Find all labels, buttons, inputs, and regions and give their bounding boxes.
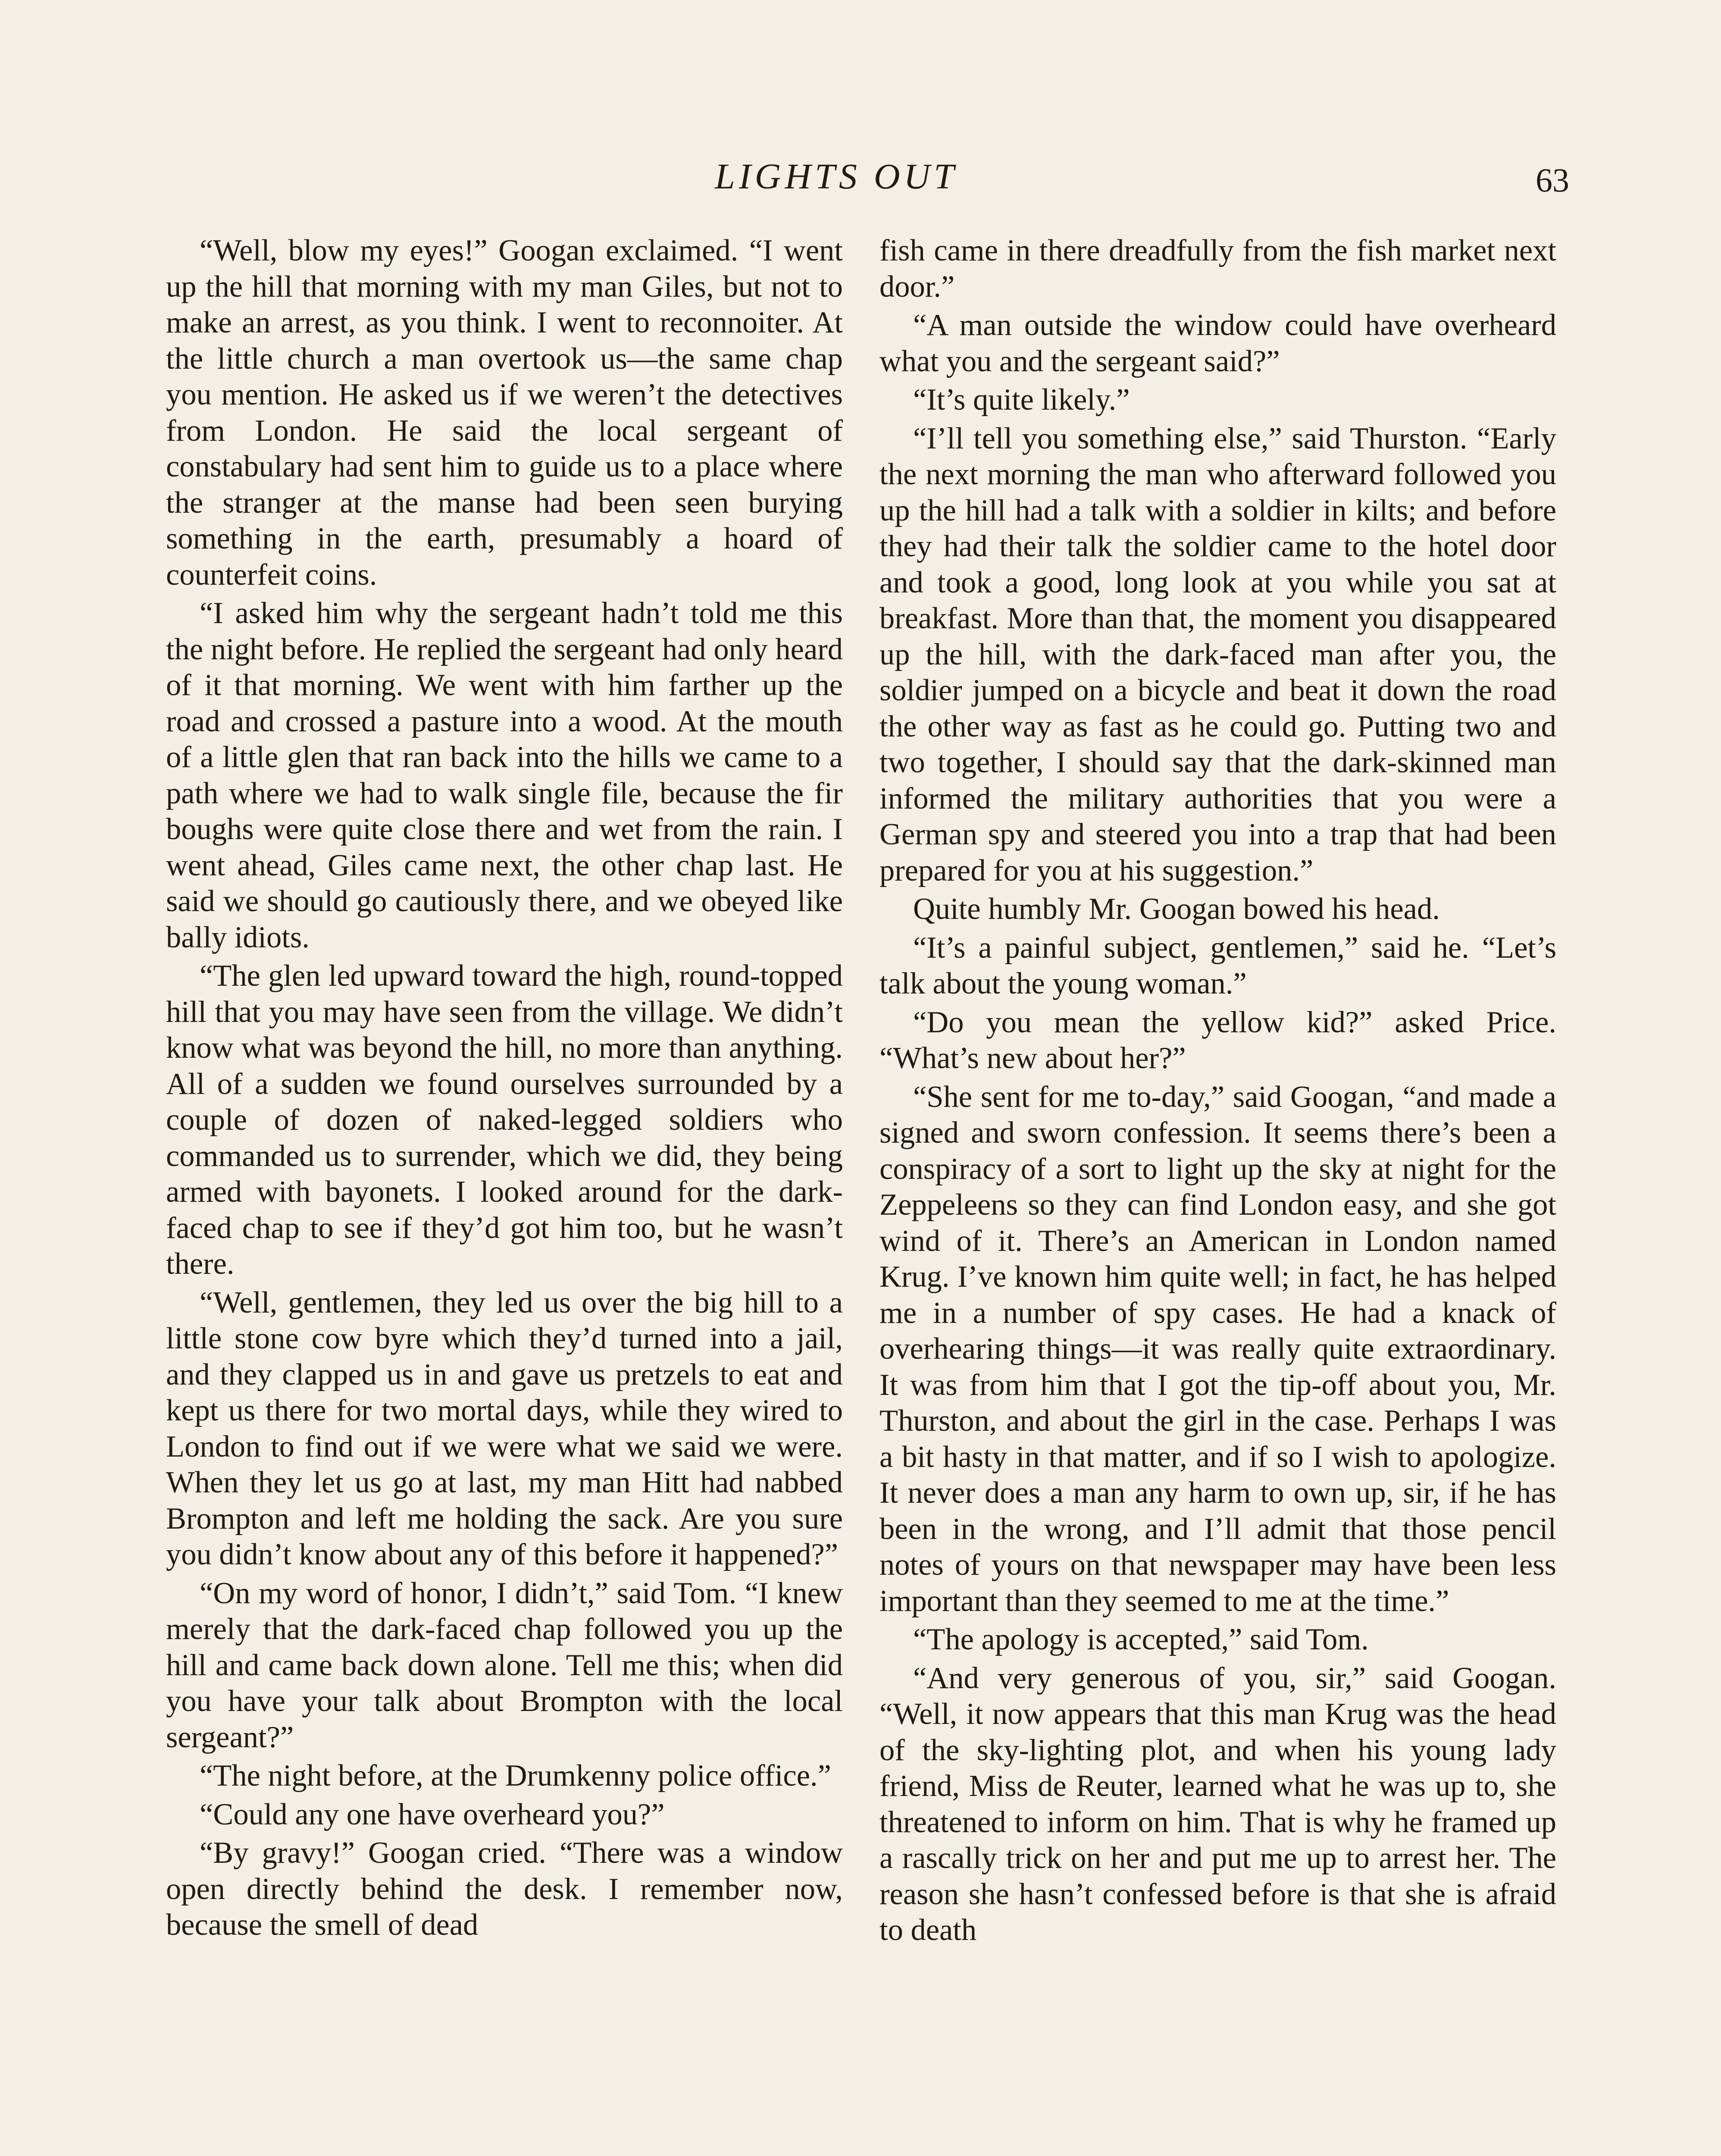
paragraph: “Do you mean the yellow kid?” asked Price. “What’s new about her?” <box>879 1005 1556 1075</box>
paragraph: “The night before, at the Drumkenny police office.” <box>200 1759 831 1792</box>
paragraph: “On my word of honor, I didn’t,” said Tom. “I knew merely that the dark-faced chap followed you up the hill and came back down alone. Tell me this; when did you have your talk about Brompton with the local sergeant?” <box>166 1576 843 1754</box>
paragraph: “She sent for me to-day,” said Googan, “and made a signed and sworn confession. It seems there’s been a conspiracy of a sort to light up the sky at night for the Zeppeleens so they can find London easy, and she got wind of it. There’s an American in London named Krug. I’ve known him quite well; in fact, he has helped me in a number of spy cases. He had a knack of overhearing things—it was really quite extraordinary. It was from him that I got the tip-off about you, Mr. Thurston, and about the girl in the case. Perhaps I was a bit hasty in that matter, and if so I wish to apologize. It never does a man any harm to own up, sir, if he has been in the wrong, and I’ll admit that those pencil notes of yours on that newspaper may have been less important than they seemed to me at the time.” <box>879 1080 1556 1618</box>
paragraph-continued: fish came in there dreadfully from the fish market next door.” <box>879 234 1556 304</box>
page-number: 63 <box>1536 161 1569 199</box>
paragraph: “It’s a painful subject, gentlemen,” said he. “Let’s talk about the young woman.” <box>879 931 1556 1000</box>
paragraph: “Well, blow my eyes!” Googan exclaimed. “I went up the hill that morning with my man Giles, but not to make an arrest, as you think. I went to reconnoiter. At the little church a man overtook us—the same chap you mention. He asked us if we weren’t the detectives from London. He said the local sergeant of constabulary had sent him to guide us to a place where the stranger at the manse had been seen burying something in the earth, presumably a hoard of counterfeit coins. <box>166 234 843 592</box>
paragraph: “A man outside the window could have overheard what you and the sergeant said?” <box>879 308 1556 378</box>
paragraph: “Could any one have overheard you?” <box>200 1797 665 1831</box>
paragraph: “It’s quite likely.” <box>913 383 1130 417</box>
right-column <box>879 233 1556 1951</box>
paragraph: “I asked him why the sergeant hadn’t told me this the night before. He replied the sergeant had only heard of it that morning. We went with him farther up the road and crossed a pasture into a wood. At the mouth of a little glen that ran back into the hills we came to a path where we had to walk single file, because the fir boughs were quite close there and wet from the rain. I went ahead, Giles came next, the other chap last. He said we should go cautiously there, and we obeyed like bally idiots. <box>166 596 843 954</box>
page-header <box>0 153 1721 201</box>
paragraph: “Well, gentlemen, they led us over the big hill to a little stone cow byre which they’d turned into a jail, and they clapped us in and gave us pretzels to eat and kept us there for two mortal days, while they wired to London to find out if we were what we said we were. When they let us go at last, my man Hitt had nabbed Brompton and left me holding the sack. Are you sure you didn’t know about any of this before it happened?” <box>166 1285 843 1571</box>
paragraph: “By gravy!” Googan cried. “There was a window open directly behind the desk. I remember now, because the smell of dead <box>166 1836 843 1942</box>
running-title: LIGHTS OUT <box>715 157 958 197</box>
paragraph: “The apology is accepted,” said Tom. <box>913 1623 1369 1656</box>
paragraph: “The glen led upward toward the high, round-topped hill that you may have seen from the village. We didn’t know what was beyond the hill, no more than anything. All of a sudden we found ourselves surrounded by a couple of dozen of naked-legged soldiers who commanded us to surrender, which we did, they being armed with bayonets. I looked around for the dark-faced chap to see if they’d got him too, but he wasn’t there. <box>166 959 843 1281</box>
left-column <box>166 233 843 1946</box>
paragraph: “And very generous of you, sir,” said Googan. “Well, it now appears that this man Krug was the head of the sky-lighting plot, and when his young lady friend, Miss de Reuter, learned what he was up to, she threatened to inform on him. That is why he framed up a rascally trick on her and put me up to arrest her. The reason she hasn’t confessed before is that she is afraid to death <box>879 1661 1556 1947</box>
paragraph: Quite humbly Mr. Googan bowed his head. <box>913 892 1440 926</box>
paragraph: “I’ll tell you something else,” said Thurston. “Early the next morning the man who afterward followed you up the hill had a talk with a soldier in kilts; and before they had their talk the soldier came to the hotel door and took a good, long look at you while you sat at breakfast. More than that, the moment you disappeared up the hill, with the dark-faced man after you, the soldier jumped on a bicycle and beat it down the road the other way as fast as he could go. Putting two and two together, I should say that the dark-skinned man informed the military authorities that you were a German spy and steered you into a trap that had been prepared for you at his suggestion.” <box>879 421 1556 887</box>
